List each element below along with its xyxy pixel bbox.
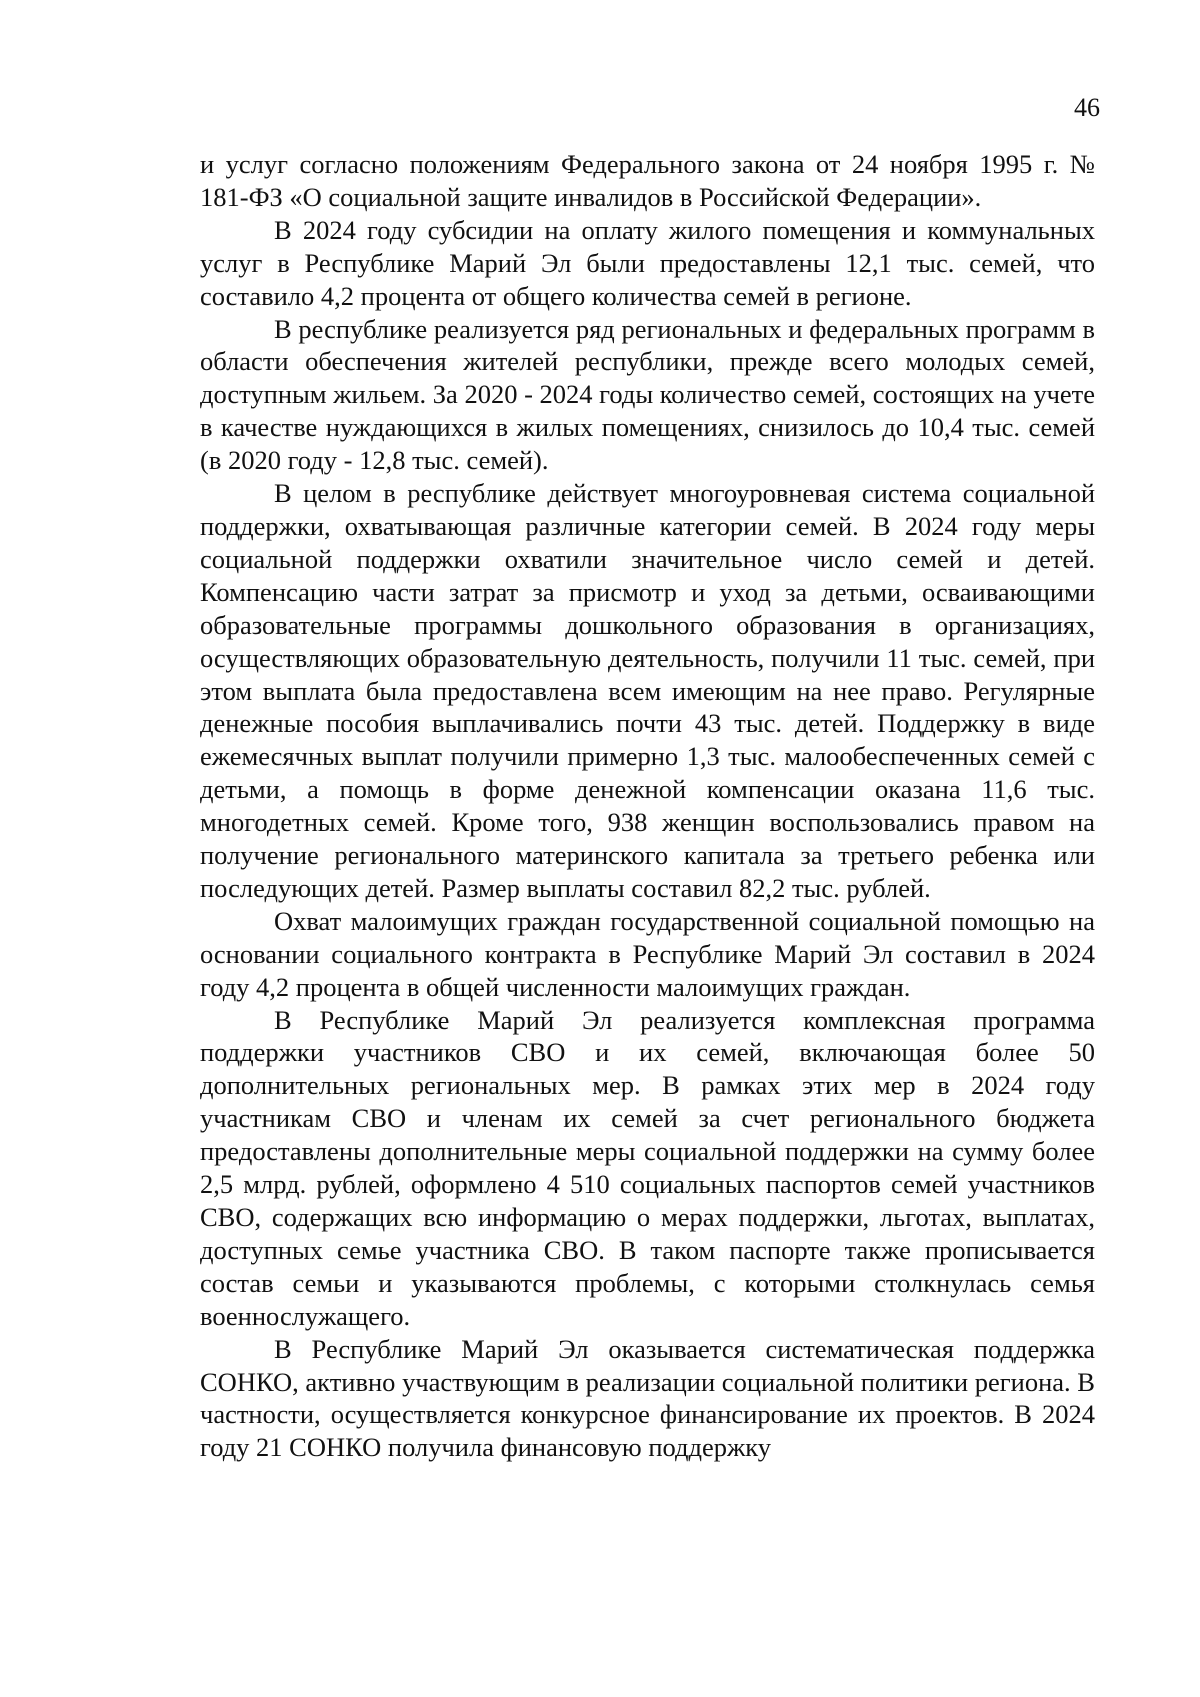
paragraph-2: В 2024 году субсидии на оплату жилого помещения и коммунальных услуг в Республике Марий Эл были предоставлены 12,1 тыс. семей, что составило 4,2 процента от общего количества семей в регионе. [200, 214, 1095, 311]
paragraph-7: В Республике Марий Эл оказывается систематическая поддержка СОНКО, активно участвующим в реализации социальной политики региона. В частности, осуществляется конкурсное финансирование их проектов. В 2024 году 21 СОНКО получила финансовую поддержку [200, 1333, 1095, 1463]
paragraph-4: В целом в республике действует многоуровневая система социальной поддержки, охватывающая различные категории семей. В 2024 году меры социальной поддержки охватили значительное число семей и детей. Компенсацию части затрат за присмотр и уход за детьми, осваивающими образовательные программы дошкольного образования в организациях, осуществляющих образовательную деятельность, получили 11 тыс. семей, при этом выплата была предоставлена всем имеющим на нее право. Регулярные денежные пособия выплачивались почти 43 тыс. детей. Поддержку в виде ежемесячных выплат получили примерно 1,3 тыс. малообеспеченных семей с детьми, а помощь в форме денежной компенсации оказана 11,6 тыс. многодетных семей. Кроме того, 938 женщин воспользовались правом на получение регионального материнского капитала за третьего ребенка или последующих детей. Размер выплаты составил 82,2 тыс. рублей. [200, 478, 1095, 903]
paragraph-3: В республике реализуется ряд региональных и федеральных программ в области обеспечения жителей республики, прежде всего молодых семей, доступным жильем. За 2020 - 2024 годы количество семей, состоящих на учете в качестве нуждающихся в жилых помещениях, снизилось до 10,4 тыс. семей (в 2020 году - 12,8 тыс. семей). [200, 313, 1096, 476]
paragraph-5: Охват малоимущих граждан государственной социальной помощью на основании социального контракта в Республике Марий Эл составил в 2024 году 4,2 процента в общей численности малоимущих граждан. [200, 905, 1095, 1002]
page-number: 46 [1074, 93, 1100, 122]
paragraph-1: и услуг согласно положениям Федерального закона от 24 ноября 1995 г. № 181-ФЗ «О социальной защите инвалидов в Российской Федерации». [200, 149, 1095, 212]
document-body [200, 148, 1095, 1464]
paragraph-6: В Республике Марий Эл реализуется комплексная программа поддержки участников СВО и их семей, включающая более 50 дополнительных региональных мер. В рамках этих мер в 2024 году участникам СВО и членам их семей за счет регионального бюджета предоставлены дополнительные меры социальной поддержки на сумму более 2,5 млрд. рублей, оформлено 4 510 социальных паспортов семей участников СВО, содержащих всю информацию о мерах поддержки, льготах, выплатах, доступных семье участника СВО. В таком паспорте также прописывается состав семьи и указываются проблемы, с которыми столкнулась семья военнослужащего. [200, 1004, 1095, 1331]
